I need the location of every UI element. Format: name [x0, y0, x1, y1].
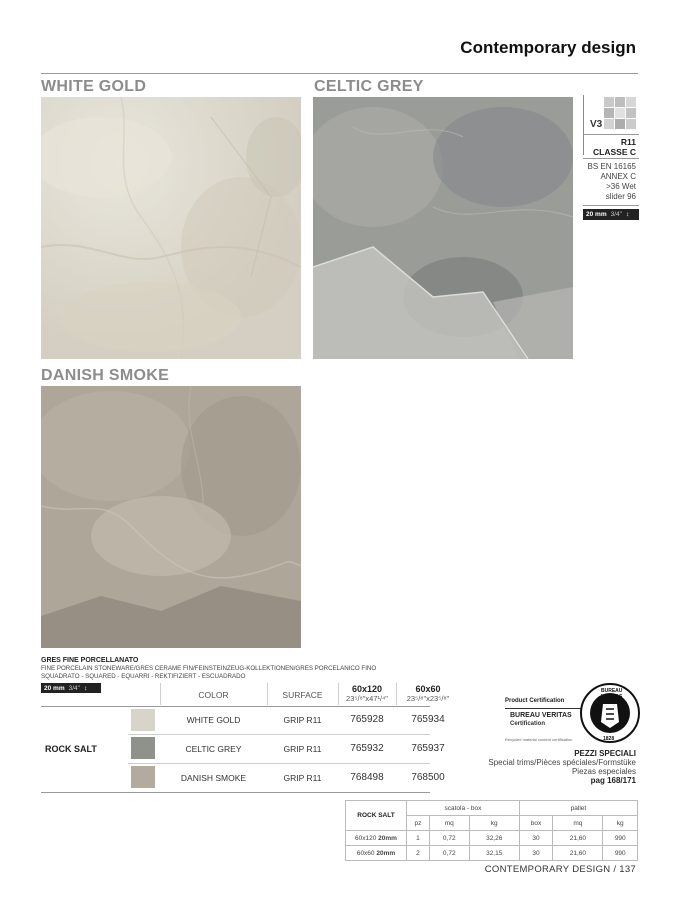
thickness-badge: [583, 209, 639, 220]
bs-line: ANNEX C: [600, 172, 636, 181]
thick-label: 20mm: [376, 849, 396, 857]
bs-line: BS EN 16165: [587, 162, 636, 171]
thickness-mm: 20 mm: [44, 684, 65, 692]
thickness-arrow-icon: ↕: [83, 684, 88, 692]
thickness-arrow-icon: ↕: [625, 211, 630, 218]
row-surface: GRIP R11: [283, 744, 322, 754]
packing-value: 30: [519, 846, 552, 861]
packing-value: 32,15: [469, 846, 519, 861]
size1-label: 60x120: [351, 684, 383, 694]
col-size1-header: [338, 684, 396, 703]
row-code-60x60: 765934: [411, 714, 445, 725]
packing-col: mq: [553, 816, 603, 831]
spec-divider: [583, 205, 639, 206]
col-size2-header: [396, 684, 460, 703]
color-chip-celtic-grey: [131, 737, 155, 759]
row-color: WHITE GOLD: [186, 715, 241, 725]
thickness-mm: 20 mm: [586, 211, 607, 218]
recycled-note: Recycled material content certification: [505, 737, 573, 742]
spec-divider: [583, 134, 639, 135]
packing-table: [345, 800, 638, 861]
packing-value: 32,26: [469, 831, 519, 846]
table-header-divider: [41, 706, 430, 707]
pezzi-title: PEZZI SPECIALI: [574, 749, 636, 758]
table-bottom-divider: [41, 792, 430, 793]
pezzi-line: Special trims/Pièces spéciales/Formstüke: [488, 758, 636, 767]
special-trims-note: [488, 749, 636, 785]
packing-value: 990: [603, 831, 638, 846]
packing-value: 0,72: [429, 846, 469, 861]
packing-size: [346, 846, 407, 861]
spec-divider: [583, 158, 639, 159]
col-color-header: COLOR: [198, 690, 229, 700]
page-title: Contemporary design: [460, 38, 636, 57]
packing-value: 21,60: [553, 846, 603, 861]
bs-standard: [588, 162, 636, 202]
packing-value: 0,72: [429, 831, 469, 846]
pezzi-page-link[interactable]: pag 168/171: [590, 776, 636, 785]
packing-value: 1: [407, 831, 430, 846]
packing-col: pz: [407, 816, 430, 831]
swatch-label-danish-smoke: DANISH SMOKE: [41, 367, 170, 384]
row-surface: GRIP R11: [283, 715, 322, 725]
swatch-image-white-gold: [41, 97, 301, 359]
packing-value: 990: [603, 846, 638, 861]
color-chip-danish-smoke: [131, 766, 155, 788]
thickness-in: 3/4": [68, 684, 80, 692]
packing-col: mq: [429, 816, 469, 831]
family-title: GRES FINE PORCELLANATO: [41, 657, 139, 664]
thickness-in: 3/4": [610, 211, 622, 218]
size1-inches: 23⁵/⁸"x47¹/⁴": [346, 694, 388, 703]
size2-inches: 23⁵/⁸"x23⁵/⁸": [406, 694, 450, 703]
family-subtitle: [41, 665, 376, 680]
seal-text: BUREAU VERITAS: [601, 688, 623, 700]
swatch-image-celtic-grey: [313, 97, 573, 359]
packing-value: 21,60: [553, 831, 603, 846]
row-code-60x60: 765937: [411, 743, 445, 754]
packing-col: kg: [603, 816, 638, 831]
row-divider: [128, 734, 430, 735]
size2-label: 60x60: [415, 684, 441, 694]
swatch-label-celtic-grey: CELTIC GREY: [314, 78, 424, 95]
product-certification-label: Product Certification: [505, 698, 565, 704]
packing-series: ROCK SALT: [346, 801, 407, 831]
bureau-veritas-certification: [505, 685, 637, 745]
row-color: DANISH SMOKE: [180, 773, 247, 783]
table-thickness-badge: [41, 683, 101, 693]
size-label: 60x120: [355, 834, 377, 842]
family-line: FINE PORCELAIN STONEWARE/GRES CERAME FIN/FEINSTEINZEUG-KOLLEKTIONEN/GRES PORCELANICO FINO: [41, 665, 377, 672]
page-footer: CONTEMPORARY DESIGN / 137: [484, 864, 636, 875]
table-row: [346, 831, 638, 846]
thick-label: 20mm: [378, 834, 397, 842]
packing-size: [346, 831, 407, 846]
bs-line: slider 96: [605, 192, 636, 201]
col-surface-header: SURFACE: [282, 690, 323, 700]
row-code-60x120: 765932: [350, 743, 384, 754]
color-chip-white-gold: [131, 709, 155, 731]
row-surface: GRIP R11: [283, 773, 322, 783]
v3-label: V3: [590, 119, 603, 130]
header-divider: [41, 73, 638, 74]
r11-label: R11: [620, 137, 636, 147]
family-line: SQUADRATO - SQUARED - EQUARRI - REKTIFIZIERT - ESCUADRADO: [41, 672, 246, 680]
tile-grid-icon: [604, 97, 636, 129]
bureau-veritas-label: BUREAU VERITAS: [510, 712, 572, 719]
bs-line: >36 Wet: [606, 182, 636, 191]
swatch-image-danish-smoke: [41, 386, 301, 648]
packing-scatola-header: scatola - box: [407, 801, 520, 816]
size-label: 60x60: [356, 849, 375, 857]
packing-col: kg: [469, 816, 519, 831]
pezzi-line: Piezas especiales: [571, 767, 636, 776]
cert-divider: [505, 708, 581, 709]
certification-label: Certification: [510, 721, 546, 727]
row-code-60x120: 768498: [350, 772, 384, 783]
swatch-label-white-gold: WHITE GOLD: [41, 78, 147, 95]
series-name: ROCK SALT: [45, 744, 97, 754]
row-divider: [128, 763, 430, 764]
slip-class: [593, 137, 636, 157]
classe-label: CLASSE C: [593, 147, 636, 157]
table-row: [346, 846, 638, 861]
row-code-60x120: 765928: [350, 714, 384, 725]
packing-pallet-header: pallet: [519, 801, 637, 816]
packing-value: 30: [519, 831, 552, 846]
packing-col: box: [519, 816, 552, 831]
packing-value: 2: [407, 846, 430, 861]
seal-year: 1828: [603, 736, 615, 742]
row-color: CELTIC GREY: [185, 744, 242, 754]
row-code-60x60: 768500: [411, 772, 445, 783]
